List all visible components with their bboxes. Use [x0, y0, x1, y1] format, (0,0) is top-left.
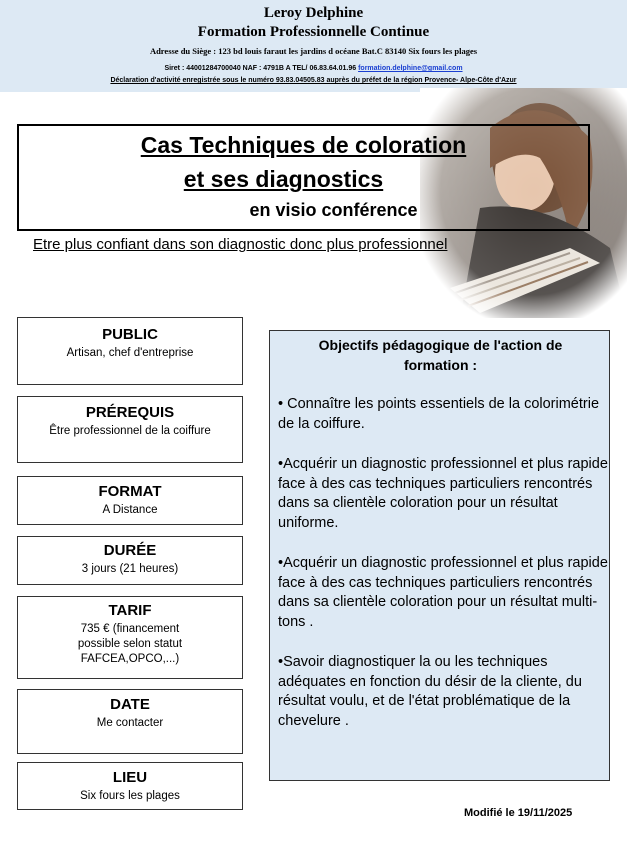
- course-title-line1: Cas Techniques de coloration: [140, 132, 467, 158]
- card-date-value: Me contacter: [96, 717, 164, 729]
- objective-item-1: • Connaître les points essentiels de la colorimétrie de la coiffure.: [278, 396, 600, 432]
- card-tarif: [17, 596, 243, 679]
- card-public-value: Artisan, chef d'entreprise: [66, 347, 194, 359]
- card-lieu-title: LIEU: [112, 769, 148, 786]
- card-lieu: [17, 762, 243, 810]
- course-title-line2: et ses diagnostics: [183, 166, 384, 192]
- organization-name: Formation Professionnelle Continue: [197, 24, 430, 40]
- card-duree-title: DURÉE: [103, 542, 157, 559]
- card-tarif-title: TARIF: [108, 602, 152, 619]
- course-subtitle: en visio conférence: [249, 200, 418, 220]
- card-date-title: DATE: [110, 696, 150, 713]
- card-date: [17, 689, 243, 754]
- siret-line: [0, 65, 627, 72]
- card-prerequis: [17, 396, 243, 463]
- objective-item-3: •Acquérir un diagnostic professionnel et plus rapide face à des cas techniques particuliers rencontrés dans sa clientèle coloration pour un résultat multi- tons .: [278, 555, 608, 630]
- card-duree: [17, 536, 243, 585]
- card-public: [17, 317, 243, 385]
- card-format-value: A Distance: [102, 504, 158, 516]
- modified-date: Modifié le 19/11/2025: [464, 807, 573, 819]
- card-duree-value: 3 jours (21 heures): [81, 563, 179, 575]
- objective-item-4: •Savoir diagnostiquer la ou les techniques adéquates en fonction du désir de la cliente, du résultat voulu, et de l'état problématique de la chevelure .: [278, 654, 582, 729]
- card-prerequis-value: Être professionnel de la coiffure: [49, 425, 211, 437]
- address-line: Adresse du Siège : 123 bd louis faraut les jardins d océane Bat.C 83140 Six fours les plages: [149, 46, 478, 56]
- card-public-title: PUBLIC: [102, 326, 158, 343]
- card-prerequis-title: PRÉREQUIS: [85, 404, 175, 421]
- declaration-line: Déclaration d'activité enregistrée sous le numéro 93.83.04505.83 auprès du préfet de la région Provence- Alpe-Côte d'Azur: [110, 77, 517, 84]
- tagline: Etre plus confiant dans son diagnostic donc plus professionnel: [33, 236, 448, 253]
- card-tarif-line1: 735 € (financement: [80, 623, 180, 635]
- email-link[interactable]: formation.delphine@gmail.com: [358, 65, 463, 72]
- objectives-title: Objectifs pédagogique de l'action de formation :: [318, 337, 563, 373]
- siret-text: Siret : 44001284700040 NAF : 4791B A TEL/ 06.83.64.01.96: [164, 65, 359, 72]
- trainer-name: Leroy Delphine: [263, 5, 364, 21]
- objective-item-2: •Acquérir un diagnostic professionnel et plus rapide face à des cas techniques particuliers rencontrés dans sa clientèle coloration pour un résultat uniforme.: [278, 456, 608, 531]
- objectives-panel: [269, 330, 610, 781]
- card-lieu-value: Six fours les plages: [80, 790, 180, 802]
- card-tarif-line2: possible selon statut: [77, 638, 183, 650]
- card-format: [17, 476, 243, 525]
- card-tarif-line3: FAFCEA,OPCO,...): [80, 653, 180, 665]
- card-format-title: FORMAT: [98, 483, 162, 500]
